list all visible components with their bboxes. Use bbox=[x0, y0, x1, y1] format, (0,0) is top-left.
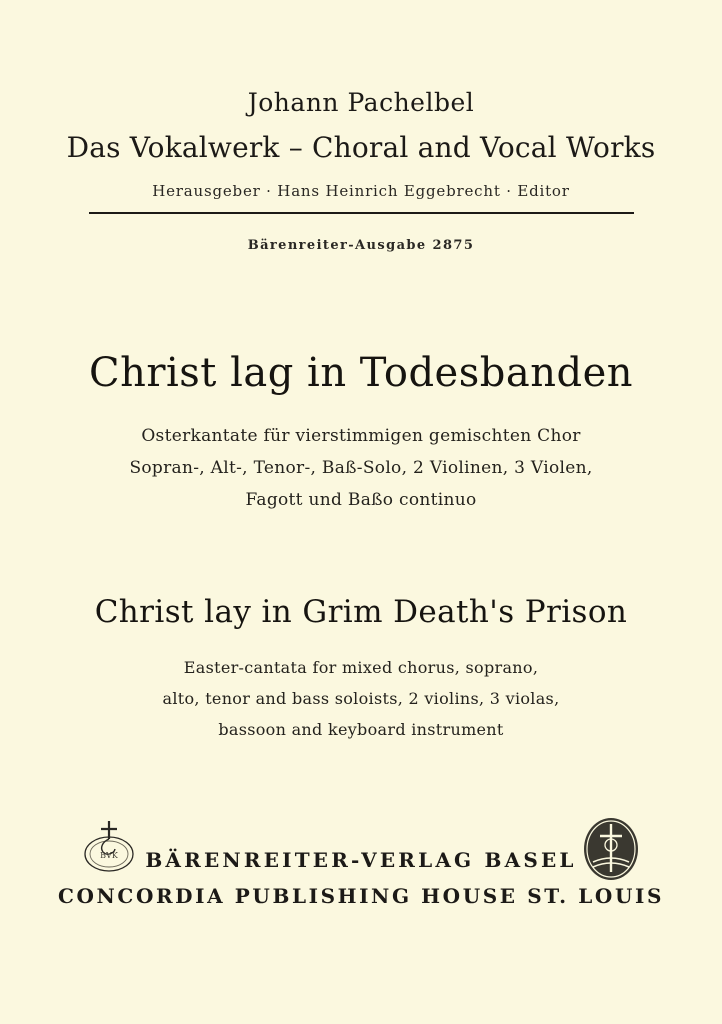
edition-number: Bärenreiter-Ausgabe 2875 bbox=[247, 237, 475, 253]
english-title-block bbox=[0, 594, 722, 745]
german-title-block bbox=[0, 350, 722, 516]
work-title-german: Christ lag in Todesbanden bbox=[88, 350, 634, 396]
subtitle-english-line: bassoon and keyboard instrument bbox=[218, 720, 504, 739]
composer-name: Johann Pachelbel bbox=[247, 88, 475, 117]
subtitle-english-line: Easter-cantata for mixed chorus, soprano, bbox=[183, 658, 539, 677]
publisher-secondary: CONCORDIA PUBLISHING HOUSE ST. LOUIS bbox=[58, 884, 664, 908]
subtitle-german-line: Sopran-, Alt-, Tenor-, Baß-Solo, 2 Violinen, 3 Violen, bbox=[129, 458, 593, 478]
subtitle-german-line: Fagott und Baßo continuo bbox=[245, 490, 477, 510]
publisher-lines bbox=[0, 848, 722, 908]
publisher-primary: BÄRENREITER-VERLAG BASEL bbox=[145, 848, 577, 872]
series-title: Das Vokalwerk – Choral and Vocal Works bbox=[66, 131, 656, 164]
work-title-english: Christ lay in Grim Death's Prison bbox=[94, 594, 628, 630]
editor-credit: Herausgeber · Hans Heinrich Eggebrecht · Editor bbox=[152, 182, 570, 200]
footer-block bbox=[0, 812, 722, 932]
svg-text:BVK: BVK bbox=[100, 851, 118, 860]
work-subtitle-german bbox=[0, 420, 722, 516]
header-block bbox=[0, 88, 722, 253]
work-subtitle-english bbox=[0, 652, 722, 745]
header-divider bbox=[89, 212, 634, 214]
subtitle-english-line: alto, tenor and bass soloists, 2 violins, 3 violas, bbox=[162, 689, 560, 708]
subtitle-german-line: Osterkantate für vierstimmigen gemischten Chor bbox=[141, 426, 581, 446]
